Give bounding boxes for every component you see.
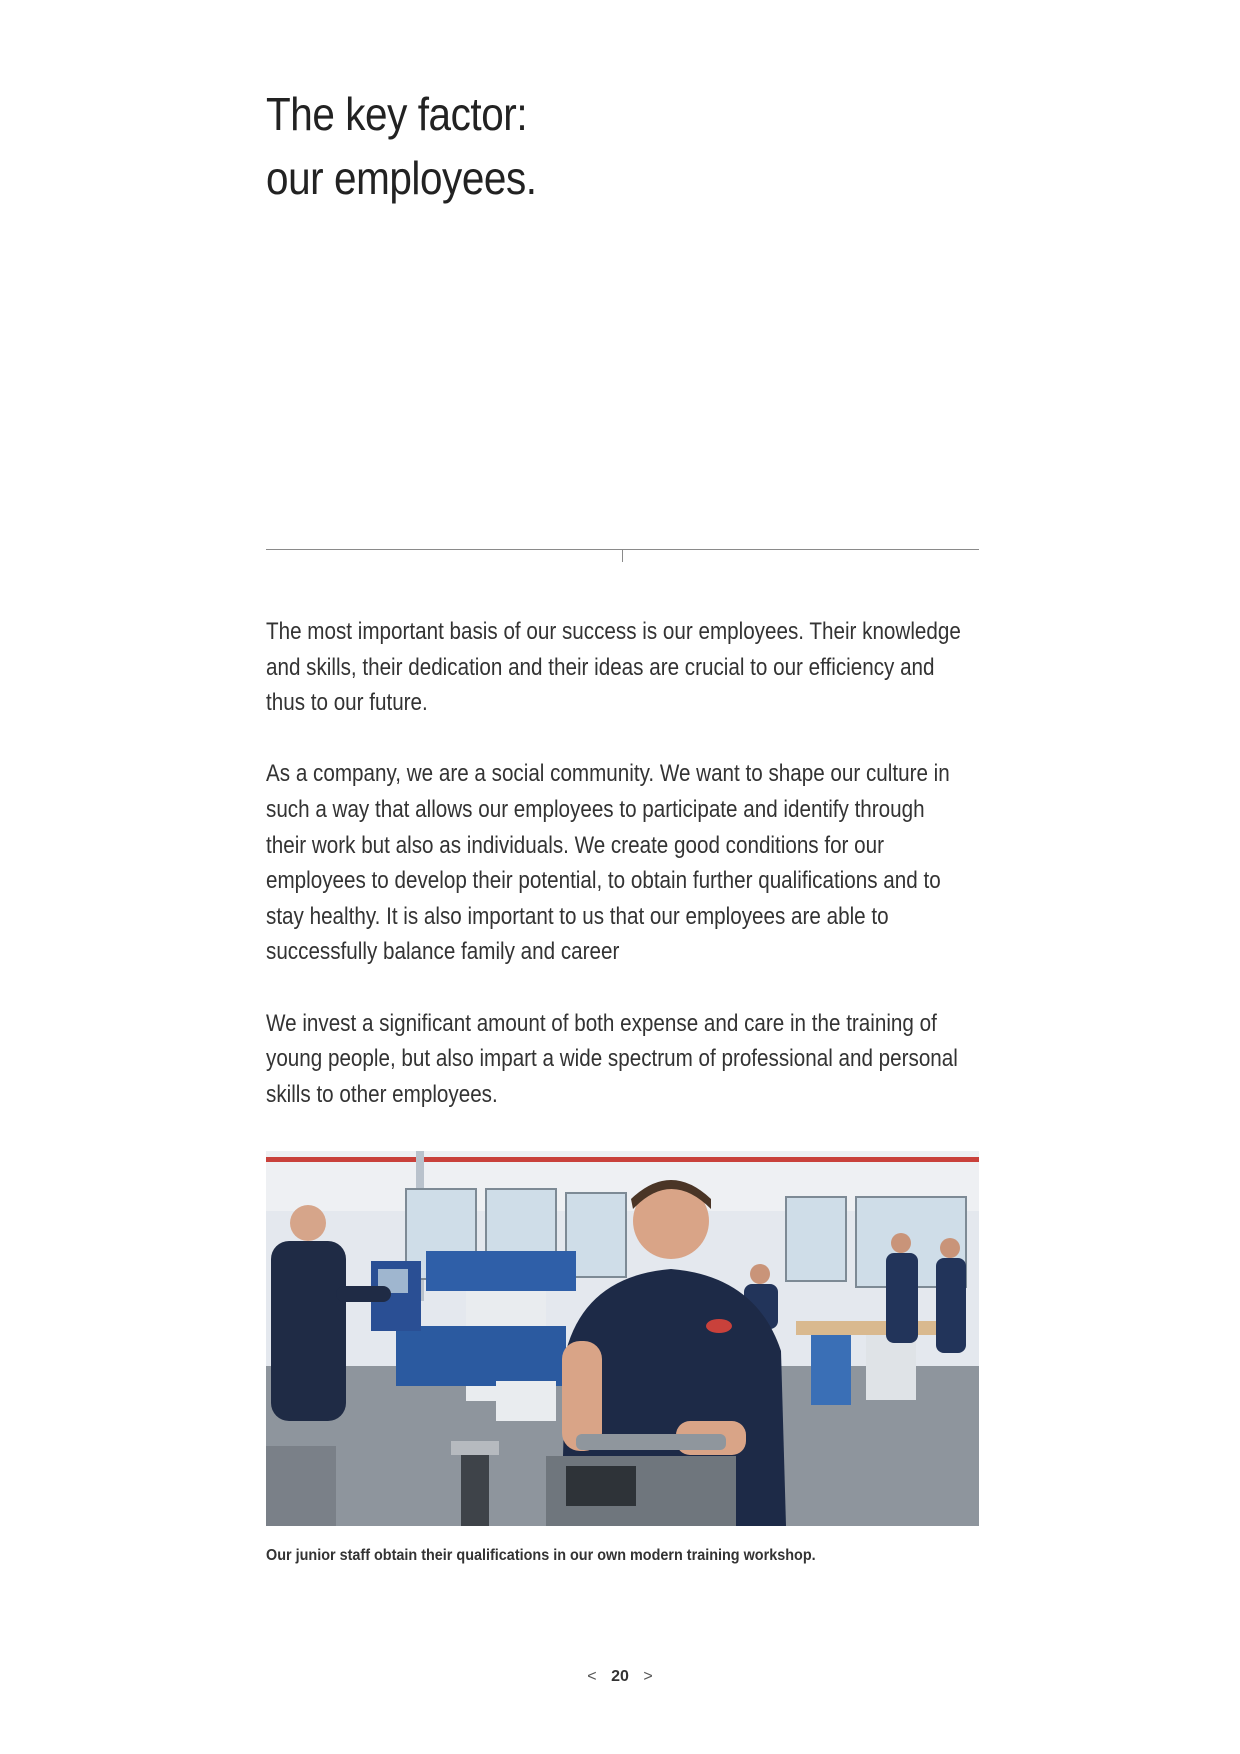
training-workshop-photo — [266, 1151, 979, 1526]
paragraph-3: We invest a significant amount of both expense and care in the training of young people, but also impart a wide spectrum of professional and personal skills to other employees. — [266, 1009, 958, 1108]
next-page-arrow[interactable]: > — [643, 1668, 653, 1685]
paragraph-2: As a company, we are a social community. We want to shape our culture in such a way that allows our employees to participate and identify through their work but also as individuals. We create good conditions for our employees to develop their potential, to obtain further qualifications and to stay healthy. It is also important to us that our employees are able to successfully balance family and career — [266, 760, 950, 966]
body-text — [266, 614, 963, 1148]
pagination — [0, 1668, 1240, 1686]
page-number: 20 — [611, 1668, 629, 1685]
page-title — [266, 82, 537, 210]
prev-page-arrow[interactable]: < — [587, 1668, 597, 1685]
photo-caption: Our junior staff obtain their qualifications in our own modern training workshop. — [266, 1547, 816, 1564]
title-line-1: The key factor: — [266, 88, 528, 140]
paragraph-1: The most important basis of our success is our employees. Their knowledge and skills, their dedication and their ideas are crucial to our efficiency and thus to our future. — [266, 618, 961, 717]
title-line-2: our employees. — [266, 152, 537, 204]
divider-tick — [622, 550, 623, 562]
